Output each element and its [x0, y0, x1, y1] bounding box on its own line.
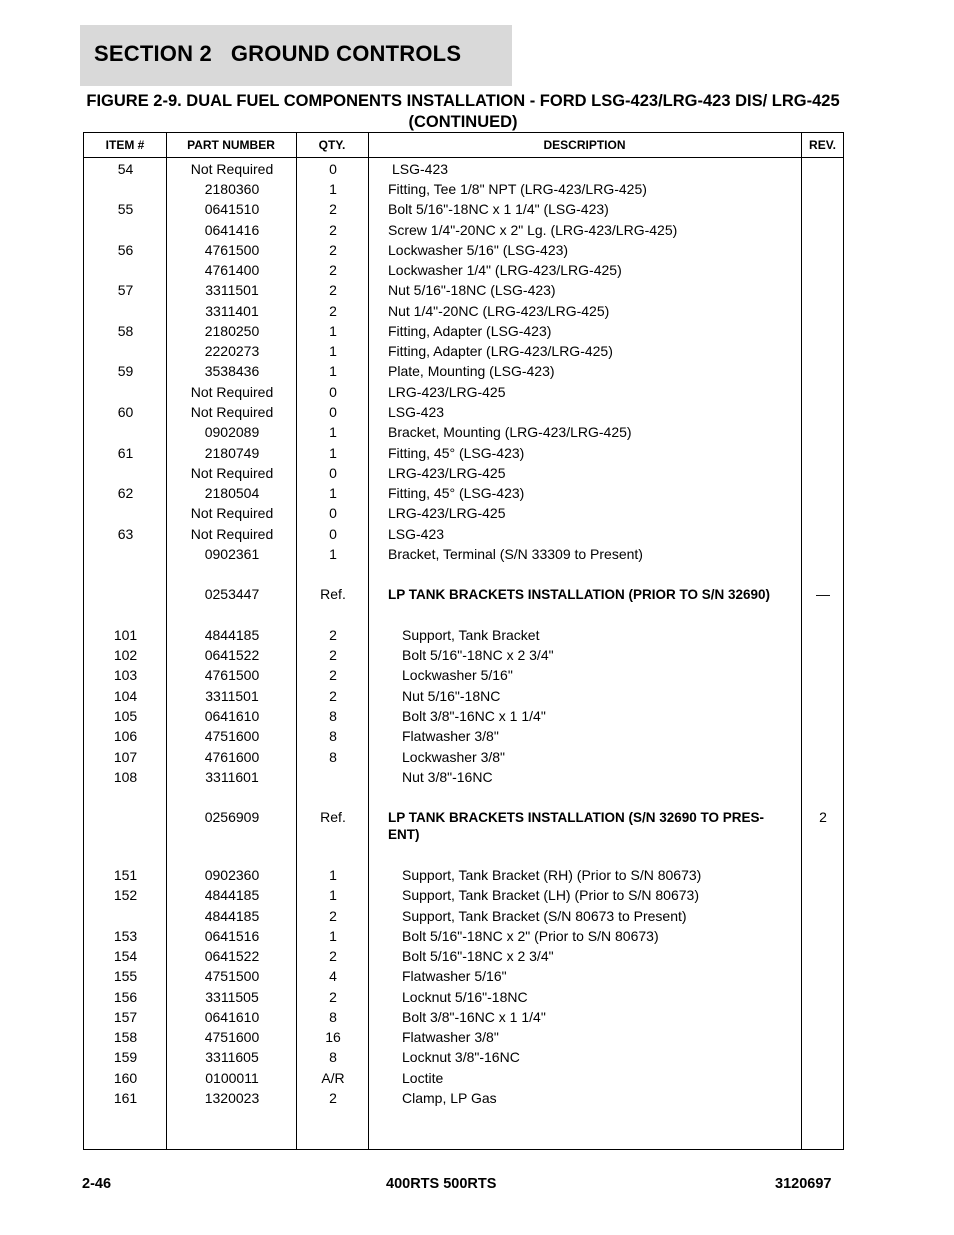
item-number: 158 [113, 1029, 138, 1045]
header-part-number: PART NUMBER [187, 138, 275, 152]
description: Nut 1/4"-20NC (LRG-423/LRG-425) [388, 303, 610, 319]
item-number: 159 [113, 1049, 138, 1065]
quantity: 2 [329, 201, 337, 217]
section-title: SECTION 2 GROUND CONTROLS [94, 41, 462, 66]
quantity: 1 [329, 546, 337, 562]
description: Flatwasher 3/8" [402, 1029, 499, 1045]
quantity: 1 [329, 343, 337, 359]
item-number: 103 [113, 667, 138, 683]
quantity: 2 [329, 908, 337, 924]
part-number: 4761600 [204, 749, 260, 765]
quantity: 8 [329, 749, 337, 765]
description: Support, Tank Bracket [402, 627, 540, 643]
item-number: 160 [113, 1070, 138, 1086]
description: LSG-423 [392, 161, 449, 177]
quantity: 0 [329, 526, 337, 542]
quantity: 2 [329, 1090, 337, 1106]
description: LRG-423/LRG-425 [388, 384, 506, 400]
part-number: 2180360 [204, 181, 260, 197]
item-number: 59 [117, 363, 134, 379]
item-number: 153 [113, 928, 138, 944]
item-number: 155 [113, 968, 138, 984]
description: Loctite [402, 1070, 444, 1086]
item-number: 106 [113, 728, 138, 744]
description: Nut 5/16"-18NC [402, 688, 501, 704]
quantity: 16 [325, 1029, 341, 1045]
description: Bolt 5/16"-18NC x 2 3/4" [402, 948, 554, 964]
quantity: 8 [329, 1009, 337, 1025]
quantity: 8 [329, 728, 337, 744]
section-banner [80, 25, 512, 86]
quantity: 1 [329, 867, 337, 883]
part-number: 0641516 [204, 928, 260, 944]
quantity: 8 [329, 708, 337, 724]
description: Plate, Mounting (LSG-423) [388, 363, 555, 379]
quantity: 1 [329, 424, 337, 440]
item-number: 157 [113, 1009, 138, 1025]
part-number: 4761500 [204, 242, 260, 258]
header-qty: QTY. [318, 138, 346, 152]
part-number: Not Required [190, 526, 274, 542]
description: Bolt 5/16"-18NC x 2" (Prior to S/N 80673) [402, 928, 659, 944]
description: Support, Tank Bracket (S/N 80673 to Present) [402, 908, 687, 924]
item-number: 61 [117, 445, 134, 461]
part-number: 3311501 [205, 688, 259, 704]
part-number: 3311401 [205, 303, 259, 319]
part-number: 2180250 [204, 323, 260, 339]
part-number: Not Required [190, 161, 274, 177]
description-continuation: ENT) [388, 827, 420, 842]
description: Bolt 3/8"-16NC x 1 1/4" [402, 1009, 546, 1025]
part-number: Not Required [190, 384, 274, 400]
quantity: 4 [329, 968, 337, 984]
part-number: Not Required [190, 465, 274, 481]
description: Fitting, Tee 1/8" NPT (LRG-423/LRG-425) [388, 181, 647, 197]
description: LSG-423 [388, 404, 445, 420]
part-number: 4844185 [204, 627, 260, 643]
parts-table [83, 132, 844, 1150]
quantity: 0 [329, 384, 337, 400]
part-number: 4751500 [204, 968, 260, 984]
part-number: 0902361 [204, 546, 260, 562]
part-number: 0641510 [204, 201, 260, 217]
item-number: 108 [113, 769, 138, 785]
quantity: 2 [329, 303, 337, 319]
quantity: 8 [329, 1049, 337, 1065]
description: Clamp, LP Gas [402, 1090, 497, 1106]
part-number: 0253447 [204, 586, 260, 602]
part-number: 4844185 [204, 908, 260, 924]
item-number: 101 [113, 627, 138, 643]
part-number: 4751600 [204, 1029, 260, 1045]
revision: 2 [819, 809, 827, 825]
item-number: 107 [113, 749, 138, 765]
item-number: 63 [117, 526, 134, 542]
part-number: 0641416 [204, 222, 260, 238]
description: Lockwasher 5/16" (LSG-423) [388, 242, 569, 258]
quantity: 0 [329, 161, 337, 177]
description: Lockwasher 3/8" [402, 749, 506, 765]
quantity: 0 [329, 465, 337, 481]
description: Flatwasher 3/8" [402, 728, 499, 744]
item-number: 58 [117, 323, 134, 339]
quantity: Ref. [320, 586, 346, 602]
part-number: 2180504 [204, 485, 260, 501]
part-number: 0641522 [204, 647, 260, 663]
part-number: 0902089 [204, 424, 260, 440]
description: Fitting, Adapter (LRG-423/LRG-425) [388, 343, 613, 359]
quantity: 2 [329, 667, 337, 683]
description: Support, Tank Bracket (RH) (Prior to S/N 80673) [402, 867, 702, 883]
description: Screw 1/4"-20NC x 2" Lg. (LRG-423/LRG-425) [388, 222, 678, 238]
description: Nut 3/8"-16NC [402, 769, 493, 785]
part-number: Not Required [190, 505, 274, 521]
quantity: 2 [329, 282, 337, 298]
quantity: 1 [329, 323, 337, 339]
part-number: 3311505 [205, 989, 259, 1005]
description: LSG-423 [388, 526, 445, 542]
description: Support, Tank Bracket (LH) (Prior to S/N 80673) [402, 887, 699, 903]
description: Locknut 5/16"-18NC [402, 989, 528, 1005]
part-number: 4761500 [204, 667, 260, 683]
part-number: 0641610 [204, 708, 260, 724]
model-name: 400RTS 500RTS [386, 1176, 497, 1192]
part-number: 1320023 [204, 1090, 260, 1106]
description: Flatwasher 5/16" [402, 968, 507, 984]
part-number: 3311501 [205, 282, 259, 298]
item-number: 152 [113, 887, 138, 903]
part-number: 2220273 [204, 343, 260, 359]
part-number: 3311601 [205, 769, 259, 785]
part-number: 0256909 [204, 809, 260, 825]
description: LRG-423/LRG-425 [388, 465, 506, 481]
description: Bolt 5/16"-18NC x 1 1/4" (LSG-423) [388, 201, 609, 217]
page-number: 2-46 [82, 1176, 112, 1192]
item-number: 154 [113, 948, 138, 964]
item-number: 60 [117, 404, 134, 420]
item-number: 57 [117, 282, 134, 298]
part-number: 0100011 [205, 1070, 259, 1086]
description: Bracket, Mounting (LRG-423/LRG-425) [388, 424, 632, 440]
part-number: 4761400 [204, 262, 260, 278]
quantity: 1 [329, 445, 337, 461]
part-number: 4844185 [204, 887, 260, 903]
quantity: 1 [329, 928, 337, 944]
item-number: 161 [113, 1090, 138, 1106]
part-number: 0902360 [204, 867, 260, 883]
quantity: 2 [329, 647, 337, 663]
header-rev: REV. [809, 138, 836, 152]
quantity: 1 [329, 887, 337, 903]
quantity: Ref. [320, 809, 346, 825]
description: Fitting, Adapter (LSG-423) [388, 323, 552, 339]
part-number: 4751600 [204, 728, 260, 744]
quantity: 2 [329, 242, 337, 258]
quantity: 2 [329, 262, 337, 278]
item-number: 104 [113, 688, 138, 704]
part-number: 0641522 [204, 948, 260, 964]
part-number: 3538436 [204, 363, 260, 379]
quantity: 0 [329, 404, 337, 420]
description: Locknut 3/8"-16NC [402, 1049, 520, 1065]
quantity: 2 [329, 948, 337, 964]
part-number: Not Required [190, 404, 274, 420]
quantity: 1 [329, 485, 337, 501]
part-number: 3311605 [205, 1049, 259, 1065]
item-number: 54 [117, 161, 134, 177]
description: Nut 5/16"-18NC (LSG-423) [388, 282, 556, 298]
description: Bolt 5/16"-18NC x 2 3/4" [402, 647, 554, 663]
quantity: 1 [329, 181, 337, 197]
quantity: 2 [329, 627, 337, 643]
item-number: 156 [113, 989, 138, 1005]
header-item: ITEM # [105, 138, 145, 152]
part-number: 2180749 [204, 445, 260, 461]
item-number: 56 [117, 242, 134, 258]
document-number: 3120697 [775, 1176, 832, 1192]
quantity: 2 [329, 688, 337, 704]
description: LRG-423/LRG-425 [388, 505, 506, 521]
item-number: 102 [113, 647, 138, 663]
item-number: 55 [117, 201, 134, 217]
part-number: 0641610 [204, 1009, 260, 1025]
quantity: 2 [329, 222, 337, 238]
description: LP TANK BRACKETS INSTALLATION (PRIOR TO S/N 32690) [388, 587, 771, 602]
revision: — [816, 586, 830, 602]
description: LP TANK BRACKETS INSTALLATION (S/N 32690 TO PRES- [388, 810, 765, 825]
description: Lockwasher 5/16" [402, 667, 513, 683]
description: Fitting, 45° (LSG-423) [388, 485, 525, 501]
description: Lockwasher 1/4" (LRG-423/LRG-425) [388, 262, 622, 278]
header-description: DESCRIPTION [543, 138, 626, 152]
item-number: 105 [113, 708, 138, 724]
description: Fitting, 45° (LSG-423) [388, 445, 525, 461]
figure-title: FIGURE 2-9. DUAL FUEL COMPONENTS INSTALLATION - FORD LSG-423/LRG-423 DIS/ LRG-425 (CONTINUED) [86, 92, 840, 131]
item-number: 62 [117, 485, 134, 501]
quantity: A/R [321, 1070, 345, 1086]
table-header [84, 133, 843, 158]
item-number: 151 [113, 867, 138, 883]
quantity: 2 [329, 989, 337, 1005]
quantity: 0 [329, 505, 337, 521]
quantity: 1 [329, 363, 337, 379]
description: Bracket, Terminal (S/N 33309 to Present) [388, 546, 643, 562]
description: Bolt 3/8"-16NC x 1 1/4" [402, 708, 546, 724]
